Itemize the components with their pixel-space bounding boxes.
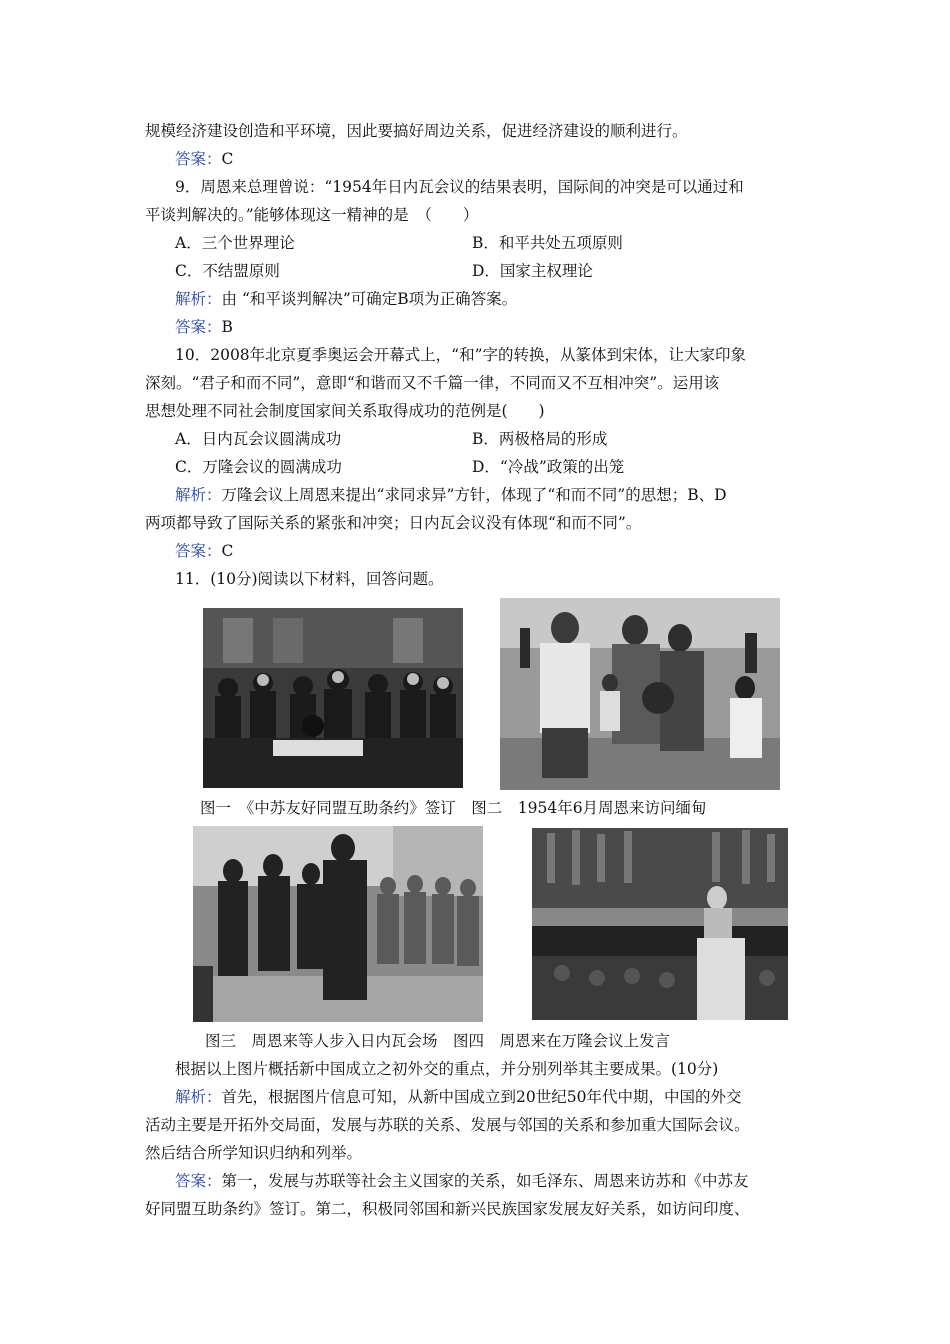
question-9-line-1: 9．周恩来总理曾说：“1954年日内瓦会议的结果表明，国际间的冲突是可以通过和 — [175, 178, 744, 196]
explanation-11-line-3: 然后结合所学知识归纳和列举。 — [145, 1144, 363, 1162]
answer-10 — [175, 540, 233, 562]
photo-bandung-conference — [532, 828, 788, 1020]
option-9a: A．三个世界理论 — [175, 234, 295, 252]
photo-geneva-conference — [193, 826, 483, 1022]
option-10d: D．“冷战”政策的出笼 — [472, 458, 625, 476]
answer-9 — [175, 316, 233, 338]
explanation-label: 解析： — [175, 290, 222, 308]
explanation-11-line-2: 活动主要是开拓外交局面，发展与苏联的关系、发展与邻国的关系和参加重大国际会议。 — [145, 1116, 750, 1134]
explanation-10-line-1 — [175, 484, 727, 506]
answer-value: C — [221, 542, 234, 560]
answer-value: B — [221, 318, 233, 336]
answer-text: 第一，发展与苏联等社会主义国家的关系，如毛泽东、周恩来访苏和《中苏友 — [221, 1172, 749, 1190]
option-10a: A．日内瓦会议圆满成功 — [175, 430, 342, 448]
caption-row-2: 图三 周恩来等人步入日内瓦会场 图四 周恩来在万隆会议上发言 — [205, 1032, 671, 1050]
explanation-label: 解析： — [175, 486, 222, 504]
question-10-line-2: 深刻。“君子和而不同”，意即“和谐而又不千篇一律，不同而又不互相冲突”。运用该 — [145, 374, 720, 392]
photo-bandung-conference-image — [532, 828, 788, 1020]
explanation-label: 解析： — [175, 1088, 222, 1106]
question-11-line-1: 11．(10分)阅读以下材料，回答问题。 — [175, 570, 444, 588]
question-10-line-3: 思想处理不同社会制度国家间关系取得成功的范例是( ) — [145, 402, 545, 420]
photo-geneva-conference-image — [193, 826, 483, 1022]
explanation-10-line-2: 两项都导致了国际关系的紧张和冲突；日内瓦会议没有体现“和而不同”。 — [145, 514, 642, 532]
answer-11-line-2: 好同盟互助条约》签订。第二，积极同邻国和新兴民族国家发展友好关系，如访问印度、 — [145, 1200, 750, 1218]
option-10c: C．万隆会议的圆满成功 — [175, 458, 342, 476]
answer-value: C — [221, 150, 234, 168]
option-10b: B．两极格局的形成 — [472, 430, 608, 448]
question-9-line-2: 平谈判解决的。”能够体现这一精神的是 （ ） — [145, 206, 479, 224]
answer-8 — [175, 148, 233, 170]
explanation-text: 由 “和平谈判解决”可确定B项为正确答案。 — [221, 290, 518, 308]
answer-label: 答案： — [175, 318, 222, 336]
option-9c: C．不结盟原则 — [175, 262, 280, 280]
photo-treaty-signing — [203, 608, 463, 788]
photo-burma-visit-image — [500, 598, 780, 790]
option-9d: D．国家主权理论 — [472, 262, 593, 280]
answer-label: 答案： — [175, 150, 222, 168]
answer-11-line-1 — [175, 1170, 749, 1192]
explanation-9 — [175, 288, 517, 310]
question-10-line-1: 10．2008年北京夏季奥运会开幕式上，“和”字的转换，从篆体到宋体，让大家印象 — [175, 346, 747, 364]
caption-row-1: 图一 《中苏友好同盟互助条约》签订 图二 1954年6月周恩来访问缅甸 — [200, 799, 707, 817]
photo-burma-visit — [500, 598, 780, 790]
option-9b: B．和平共处五项原则 — [472, 234, 623, 252]
explanation-text: 首先，根据图片信息可知，从新中国成立到20世纪50年代中期，中国的外交 — [221, 1088, 742, 1106]
text-line: 规模经济建设创造和平环境，因此要搞好周边关系，促进经济建设的顺利进行。 — [145, 122, 688, 140]
explanation-11-line-1 — [175, 1086, 741, 1108]
answer-label: 答案： — [175, 542, 222, 560]
question-11-task: 根据以上图片概括新中国成立之初外交的重点，并分别列举其主要成果。(10分) — [175, 1060, 719, 1078]
photo-treaty-signing-image — [203, 608, 463, 788]
answer-label: 答案： — [175, 1172, 222, 1190]
explanation-text: 万隆会议上周恩来提出“求同求异”方针，体现了“和而不同”的思想；B、D — [221, 486, 727, 504]
